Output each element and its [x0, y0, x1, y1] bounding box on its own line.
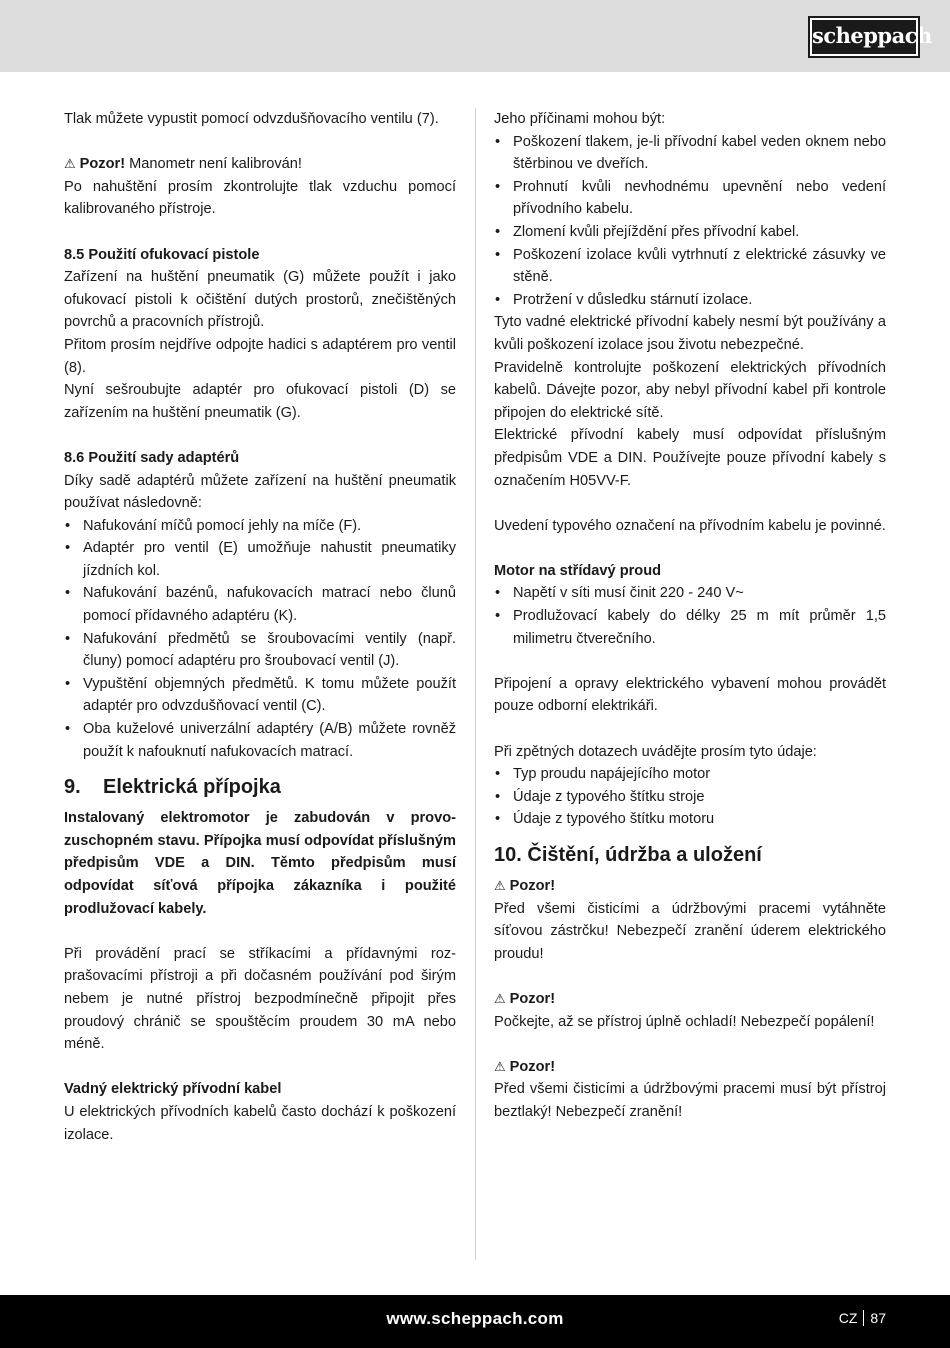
paragraph: Zařízení na huštění pneumatik (G) můžete použít i jako ofukovací pistoli k očištění dutých prostorů, znečištěných povrchů a pracovních přístrojů.: [64, 269, 456, 331]
list-item: • Typ proudu napájejícího motor: [494, 763, 886, 786]
list-item: • Prodlužovací kabely do délky 25 m mít průměr 1,5 milimetru čtverečního.: [494, 605, 886, 650]
list-item: • Vypuštění objemných předmětů. K tomu můžete použít adaptér pro odvzdušňovací ventil (C).: [64, 673, 456, 718]
adapter-usage-list: [64, 515, 456, 764]
paragraph: Přitom prosím nejdříve odpojte hadici s adaptérem pro ventil (8).: [64, 336, 456, 376]
section-heading-8-5: 8.5 Použití ofukovací pistole: [64, 246, 260, 263]
section-heading-motor: Motor na střídavý proud: [494, 562, 662, 579]
warning-text: Před všemi čisticími a údržbovými pracemi vytáhněte síťovou zástrčku! Nebezpečí zranění úderem elektrického proudu!: [494, 900, 886, 962]
list-item: • Adaptér pro ventil (E) umožňuje nahustit pneumatiky jízdních kol.: [64, 537, 456, 582]
paragraph: Pravidelně kontrolujte poškození elektrických přívodních kabelů. Dávejte pozor, aby nebyl přívodní kabel při kontrole připojen do elektrické sítě.: [494, 359, 886, 421]
page-footer: [0, 1295, 950, 1348]
paragraph: Po nahuštění prosím zkontrolujte tlak vzduchu pomocí kalibrovaného přístroje.: [64, 178, 456, 218]
warning-note: [64, 153, 456, 176]
warning-triangle-icon: ⚠: [494, 1058, 506, 1074]
paragraph: Jeho příčinami mohou být:: [494, 111, 666, 127]
warning-triangle-icon: ⚠: [494, 878, 506, 893]
paragraph: Díky sadě adaptérů můžete zařízení na huštění pneumatik používat následovně:: [64, 472, 456, 512]
column-divider: [475, 108, 476, 1260]
page-header: [0, 0, 950, 72]
page-indicator: [839, 1310, 886, 1326]
list-item: • Protržení v důsledku stárnutí izolace.: [494, 289, 886, 312]
warning-label: ⚠ Pozor!: [494, 875, 886, 898]
section-heading-8-6: 8.6 Použití sady adaptérů: [64, 449, 240, 466]
paragraph: Uvedení typového označení na přívodním kabelu je povinné.: [494, 517, 886, 534]
paragraph: Nyní sešroubujte adaptér pro ofukovací pistoli (D) se zařízením na huštění pneumatik (G).: [64, 382, 456, 421]
chapter-heading-9: [64, 763, 456, 807]
paragraph: U elektrických přívodních kabelů často dochází k poškození izolace.: [64, 1103, 456, 1143]
motor-list: [494, 582, 886, 650]
chapter-title: Elektrická přípojka: [103, 776, 281, 799]
list-item: • Poškození tlakem, je-li přívodní kabel veden oknem nebo štěrbinou ve dveřích.: [494, 131, 886, 176]
chapter-number: 10.: [494, 844, 522, 866]
language-code: CZ: [838, 1310, 858, 1326]
warning-triangle-icon: ⚠: [64, 156, 76, 172]
section-heading-cable: Vadný elektrický přívodní kabel: [64, 1081, 282, 1098]
paragraph: Tlak můžete vypustit pomocí odvzdušňovacího ventilu (7).: [64, 111, 439, 127]
scheppach-logo: scheppach: [810, 18, 918, 56]
list-item: • Prohnutí kvůli nevhodnému upevnění nebo vedení přívodního kabelu.: [494, 176, 886, 221]
paragraph: Připojení a opravy elektrického vybavení mohou provádět pouze odborní elektrikáři.: [494, 675, 886, 715]
chapter-heading-10: [494, 831, 886, 875]
chapter-title: Čištění, údržba a uložení: [527, 844, 762, 866]
warning-label: ⚠ Pozor!: [494, 988, 886, 1011]
paragraph-bold: Instalovaný elektromotor je zabudován v provozuschopném stavu. Přípojka musí odpovídat příslušným předpisům VDE a DIN. Těmto předpisům musí odpovídat síťová přípojka zákazníka i použité prodlužovací kabely.: [64, 810, 456, 917]
warning-text: Manometr není kalibrován!: [125, 156, 302, 173]
warning-label: ⚠ Pozor!: [494, 1056, 886, 1079]
paragraph: Při zpětných dotazech uvádějte prosím tyto údaje:: [494, 743, 817, 760]
list-item: • Nafukování bazénů, nafukovacích matrací nebo člunů pomocí přídavného adaptéru (K).: [64, 582, 456, 627]
page-number: 87: [870, 1310, 886, 1326]
paragraph: Při provádění prací se stříkacími a přídavnými rozprašovacími přístroji a při dočasném používání pod širým nebem je nutné přístroj bezpodmínečně připojit přes proudový chránič se spouštěcím proudem 30 mA nebo méně.: [64, 945, 456, 1053]
footer-website: www.scheppach.com: [386, 1309, 564, 1328]
warning-label: Pozor!: [79, 156, 126, 173]
warning-text: Počkejte, až se přístroj úplně ochladí! Nebezpečí popálení!: [494, 1013, 875, 1030]
chapter-number: 9.: [64, 776, 81, 799]
list-item: • Údaje z typového štítku stroje: [494, 786, 886, 809]
list-item: • Zlomení kvůli přejíždění přes přívodní kabel.: [494, 221, 886, 244]
paragraph: Elektrické přívodní kabely musí odpovídat příslušným předpisům VDE a DIN. Používejte pouze přívodní kabely s označením H05VV-F.: [494, 427, 886, 489]
right-column: [494, 108, 886, 1124]
causes-list: [494, 131, 886, 312]
info-list: [494, 763, 886, 831]
list-item: • Poškození izolace kvůli vytrhnutí z elektrické zásuvky ve stěně.: [494, 244, 886, 289]
left-column: [64, 108, 456, 1146]
list-item: • Nafukování předmětů se šroubovacími ventily (např. čluny) pomocí adaptéru pro šroubovací ventil (J).: [64, 628, 456, 673]
paragraph: Tyto vadné elektrické přívodní kabely nesmí být používány a kvůli poškození izolace jsou životu nebezpečné.: [494, 314, 886, 353]
list-item: • Oba kuželové univerzální adaptéry (A/B) můžete rovněž použít k nafouknutí nafukovacích matrací.: [64, 718, 456, 763]
warning-triangle-icon: ⚠: [494, 990, 506, 1006]
warning-text: Před všemi čisticími a údržbovými pracemi musí být přístroj beztlaký! Nebezpečí zranění!: [494, 1081, 886, 1120]
list-item: • Údaje z typového štítku motoru: [494, 808, 886, 831]
list-item: • Napětí v síti musí činit 220 - 240 V~: [494, 582, 886, 605]
list-item: • Nafukování míčů pomocí jehly na míče (F).: [64, 515, 456, 538]
